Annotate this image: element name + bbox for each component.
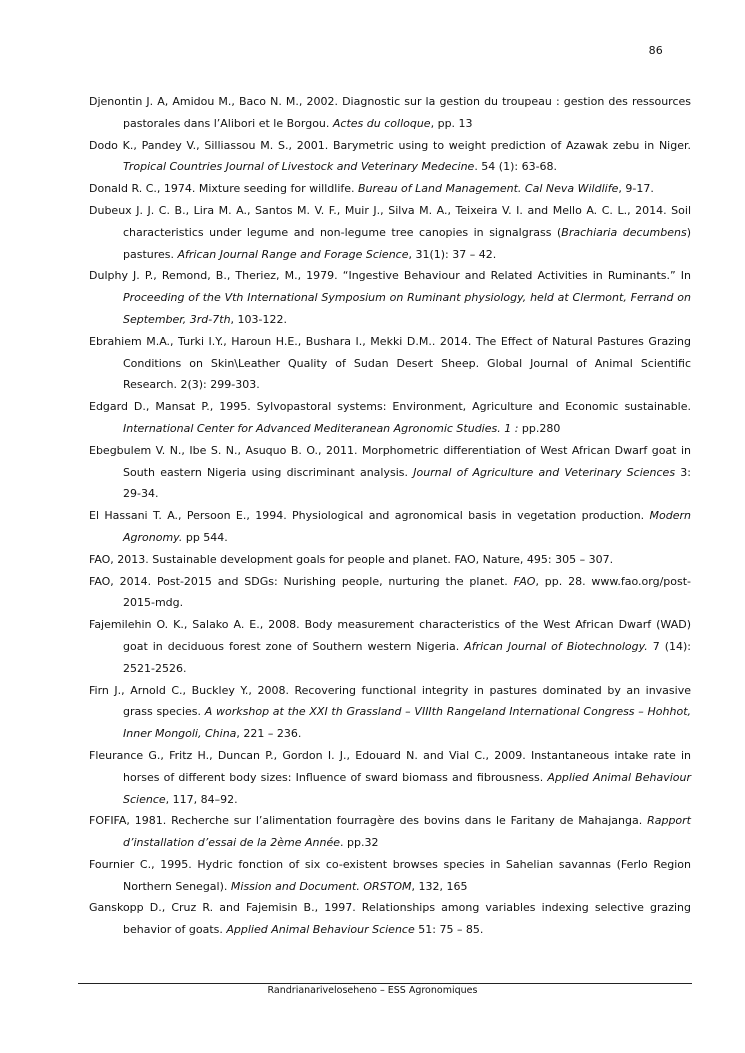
reference-entry bbox=[89, 178, 691, 200]
reference-text: , 103-122. bbox=[230, 312, 287, 326]
reference-entry bbox=[89, 396, 691, 440]
reference-source-italic: African Journal Range and Forage Science bbox=[177, 247, 409, 261]
reference-text: FAO, 2014. Post-2015 and SDGs: Nurishing people, nurturing the planet. bbox=[89, 574, 514, 588]
reference-text: Djenontin J. A, Amidou M., Baco N. M., 2002. Diagnostic sur la gestion du troupeau : gestion des ressources pastorales dans l’Alibori et le Borgou. bbox=[89, 95, 691, 130]
reference-entry bbox=[89, 571, 691, 615]
reference-source-italic: Brachiaria decumbens bbox=[561, 225, 687, 239]
reference-source-italic: A workshop at the XXI th Grassland – VIIIth Rangeland International Congress – Hohhot, Inner Mongoli, China bbox=[123, 705, 691, 741]
reference-source-italic: Bureau of Land Management. Cal Neva Wildlife bbox=[358, 182, 619, 196]
reference-text: Fajemilehin O. K., Salako A. E., 2008. Body measurement characteristics of the West African Dwarf (WAD) goat in deciduous forest zone of Southern western Nigeria. bbox=[89, 618, 691, 653]
reference-entry bbox=[89, 854, 691, 898]
reference-text: Ganskopp D., Cruz R. and Fajemisin B., 1997. Relationships among variables indexing selective grazing behavior of goats. bbox=[89, 901, 691, 937]
reference-source-italic: Modern Agronomy. bbox=[123, 509, 691, 544]
reference-entry bbox=[89, 135, 691, 179]
reference-text: Fleurance G., Fritz H., Duncan P., Gordon I. J., Edouard N. and Vial C., 2009. Instantaneous intake rate in horses of different body sizes: Influence of sward biomass and fibrousness. bbox=[89, 748, 691, 784]
reference-source-italic: Mission and Document. ORSTOM bbox=[230, 879, 412, 893]
reference-text: 51: 75 – 85. bbox=[414, 923, 484, 937]
reference-text: Firn J., Arnold C., Buckley Y., 2008. Recovering functional integrity in pastures dominated by an invasive grass species. bbox=[89, 683, 691, 719]
reference-entry bbox=[89, 91, 691, 135]
reference-text: , pp. 28. www.fao.org/post-2015-mdg. bbox=[123, 574, 691, 610]
reference-text: , 9-17. bbox=[618, 182, 654, 196]
reference-text: El Hassani T. A., Persoon E., 1994. Physiological and agronomical basis in vegetation production. bbox=[89, 509, 650, 523]
reference-text: , 132, 165 bbox=[411, 879, 468, 893]
reference-entry bbox=[89, 745, 691, 810]
reference-text: Ebegbulem V. N., Ibe S. N., Asuquo B. O., 2011. Morphometric differentiation of West African Dwarf goat in South eastern Nigeria using discriminant analysis. bbox=[89, 443, 691, 479]
reference-text: Donald R. C., 1974. Mixture seeding for willdlife. bbox=[89, 182, 359, 196]
reference-source-italic: Applied Animal Behaviour Science bbox=[226, 923, 415, 937]
reference-text: FOFIFA, 1981. Recherche sur l’alimentation fourragère des bovins dans le Faritany de Mahajanga. bbox=[89, 814, 648, 828]
reference-text: . 54 (1): 63-68. bbox=[474, 160, 558, 174]
reference-entry bbox=[89, 614, 691, 679]
footer-rule bbox=[78, 983, 692, 984]
reference-text: , 31(1): 37 – 42. bbox=[408, 247, 497, 261]
page-number: 86 bbox=[648, 44, 663, 57]
reference-source-italic: FAO bbox=[513, 574, 536, 588]
reference-source-italic: Proceeding of the Vth International Symposium on Ruminant physiology, held at Clermont, Ferrand on September, 3rd-7th bbox=[123, 291, 691, 326]
reference-text: Fournier C., 1995. Hydric fonction of six co-existent browses species in Sahelian savannas (Ferlo Region Northern Senegal). bbox=[89, 857, 691, 893]
reference-text: , pp. 13 bbox=[430, 116, 473, 130]
reference-text: Dulphy J. P., Remond, B., Theriez, M., 1979. “Ingestive Behaviour and Related Activities in Ruminants.” In bbox=[89, 269, 691, 283]
reference-text: Dodo K., Pandey V., Silliassou M. S., 2001. Barymetric using to weight prediction of Azawak zebu in Niger. bbox=[89, 138, 691, 152]
reference-entry bbox=[89, 200, 691, 265]
reference-text: 7 (14): 2521-2526. bbox=[123, 639, 691, 675]
reference-source-italic: International Center for Advanced Mediteranean Agronomic Studies. 1 : bbox=[123, 421, 519, 435]
reference-source-italic: Journal of Agriculture and Veterinary Sciences bbox=[413, 465, 676, 479]
footer-text: Randrianariveloseheno – ESS Agronomiques bbox=[267, 985, 478, 996]
reference-source-italic: Tropical Countries Journal of Livestock and Veterinary Medecine bbox=[123, 160, 475, 174]
reference-entry bbox=[89, 505, 691, 549]
reference-entry bbox=[89, 810, 691, 854]
reference-source-italic: African Journal of Biotechnology. bbox=[464, 639, 648, 653]
reference-entry bbox=[89, 331, 691, 396]
reference-text: ) pastures. bbox=[123, 225, 692, 261]
reference-text: . pp.32 bbox=[340, 836, 379, 850]
reference-text: 3: 29-34. bbox=[123, 465, 691, 501]
reference-text: pp.280 bbox=[518, 421, 561, 435]
reference-text: pp 544. bbox=[182, 530, 228, 544]
reference-text: Edgard D., Mansat P., 1995. Sylvopastoral systems: Environment, Agriculture and Economic sustainable. bbox=[89, 400, 691, 414]
reference-entry bbox=[89, 549, 691, 571]
reference-source-italic: Rapport d’installation d’essai de la 2ème Année bbox=[123, 814, 691, 850]
reference-entry bbox=[89, 680, 691, 745]
reference-text: Dubeux J. J. C. B., Lira M. A., Santos M. V. F., Muir J., Silva M. A., Teixeira V. I. and Mello A. C. L., 2014. Soil characteristics under legume and non-legume tree canopies in signalgrass ( bbox=[89, 203, 691, 239]
reference-list bbox=[89, 91, 691, 941]
reference-entry bbox=[89, 440, 691, 505]
reference-entry bbox=[89, 265, 691, 330]
reference-source-italic: Applied Animal Behaviour Science bbox=[123, 770, 692, 806]
reference-text: , 221 – 236. bbox=[236, 727, 302, 741]
reference-entry bbox=[89, 897, 691, 941]
reference-text: Ebrahiem M.A., Turki I.Y., Haroun H.E., Bushara I., Mekki D.M.. 2014. The Effect of Natural Pastures Grazing Conditions on Skin\Leather Quality of Sudan Desert Sheep. Global Journal of Animal Scientific Research. 2(3): 299-303. bbox=[89, 334, 691, 392]
reference-source-italic: Actes du colloque bbox=[332, 116, 431, 130]
reference-text: FAO, 2013. Sustainable development goals for people and planet. FAO, Nature, 495: 305 – 307. bbox=[89, 552, 614, 566]
reference-text: , 117, 84–92. bbox=[165, 792, 238, 806]
